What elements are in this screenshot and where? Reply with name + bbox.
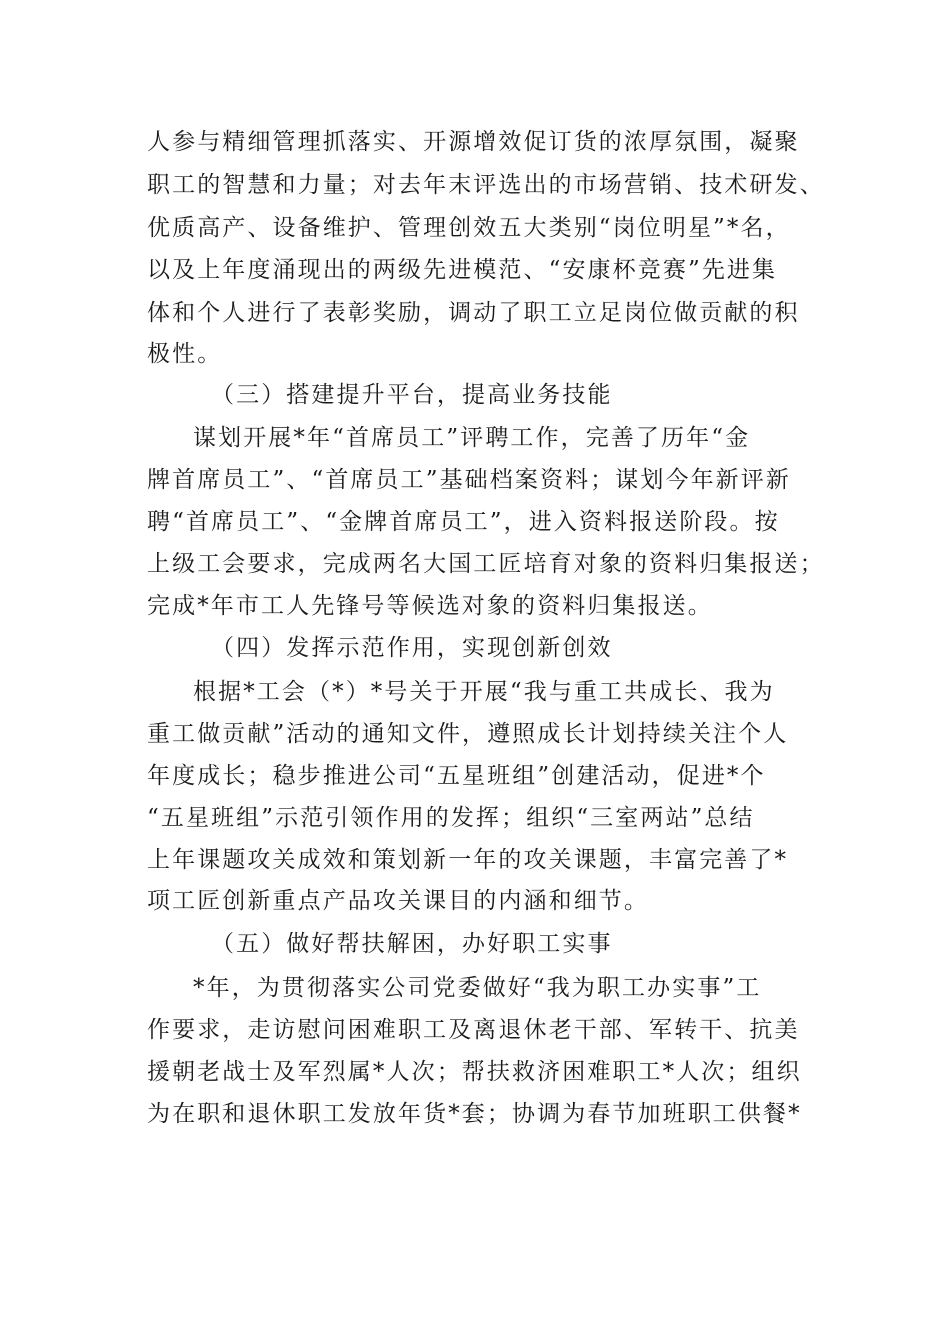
paragraph-line: 牌首席员工”、“首席员工”基础档案资料；谋划今年新评新 [147, 467, 791, 493]
section-heading-3: （三）搭建提升平台，提高业务技能 [211, 382, 613, 408]
paragraph-line: 完成*年市工人先锋号等候选对象的资料归集报送。 [147, 593, 713, 619]
paragraph-line: 年度成长；稳步推进公司“五星班组”创建活动，促进*个 [147, 763, 766, 789]
paragraph-line: 以及上年度涌现出的两级先进模范、“安康杯竞赛”先进集 [147, 257, 778, 283]
paragraph-line: 职工的智慧和力量；对去年末评选出的市场营销、技术研发、 [147, 172, 825, 198]
paragraph-line: 重工做贡献”活动的通知文件，遵照成长计划持续关注个人 [147, 721, 789, 747]
section-heading-5: （五）做好帮扶解困，办好职工实事 [211, 931, 613, 957]
paragraph-line: 援朝老战士及军烈属*人次；帮扶救济困难职工*人次；组织 [147, 1059, 802, 1085]
paragraph-line: 上年课题攻关成效和策划新一年的攻关课题，丰富完善了* [147, 847, 789, 873]
paragraph-line: “五星班组”示范引领作用的发挥；组织“三室两站”总结 [147, 805, 755, 831]
paragraph-line: 根据*工会（*）*号关于开展“我与重工共成长、我为 [193, 679, 775, 705]
section-heading-4: （四）发挥示范作用，实现创新创效 [211, 635, 613, 661]
paragraph-line: 为在职和退休职工发放年货*套；协调为春节加班职工供餐* [147, 1101, 802, 1127]
paragraph-line: 优质高产、设备维护、管理创效五大类别“岗位明星”*名， [147, 215, 791, 241]
paragraph-line: 聘“首席员工”、“金牌首席员工”，进入资料报送阶段。按 [147, 509, 780, 535]
paragraph-line: 极性。 [147, 341, 223, 367]
paragraph-line: 上级工会要求，完成两名大国工匠培育对象的资料归集报送； [147, 551, 825, 577]
paragraph-line: 体和个人进行了表彰奖励，调动了职工立足岗位做贡献的积 [147, 300, 800, 326]
paragraph-line: 项工匠创新重点产品攻关课目的内涵和细节。 [147, 888, 649, 914]
paragraph-line: 谋划开展*年“首席员工”评聘工作，完善了历年“金 [193, 425, 751, 451]
paragraph-line: 作要求，走访慰问困难职工及离退休老干部、军转干、抗美 [147, 1017, 800, 1043]
paragraph-line: 人参与精细管理抓落实、开源增效促订货的浓厚氛围，凝聚 [147, 129, 800, 155]
paragraph-line: *年，为贯彻落实公司党委做好“我为职工办实事”工 [193, 975, 762, 1001]
